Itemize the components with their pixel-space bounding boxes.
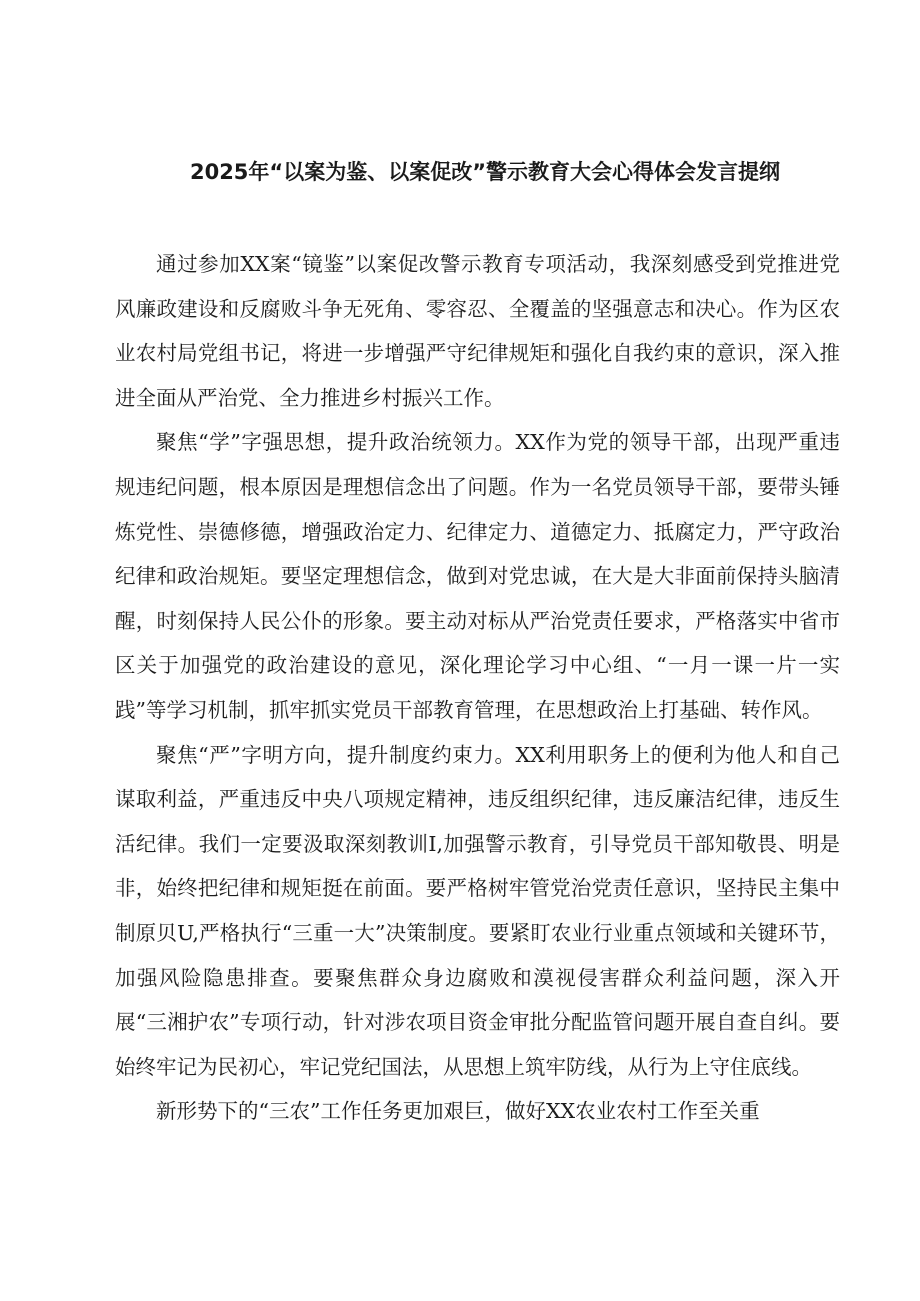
paragraph-strict: 聚焦“严”字明方向，提升制度约束力。XX利用职务上的便利为他人和自己谋取利益，严重违反中央八项规定精神，违反组织纪律，违反廉洁纪律，违反生活纪律。我们一定要汲取深刻教训I,加强警示教育，引导党员干部知敬畏、明是非，始终把纪律和规矩挺在前面。要严格树牢管党治党责任意识，坚持民主集中制原贝U,严格执行“三重一大”决策制度。要紧盯农业行业重点领域和关键环节，加强风险隐患排查。要聚焦群众身边腐败和漠视侵害群众利益问题，深入开展“三湘护农”专项行动，针对涉农项目资金审批分配监管问题开展自查自纠。要始终牢记为民初心，牢记党纪国法，从思想上筑牢防线，从行为上守住底线。	[115, 742, 840, 1079]
paragraph-study: 聚焦“学”字强思想，提升政治统领力。XX作为党的领导干部，出现严重违规违纪问题，根本原因是理想信念出了问题。作为一名党员领导干部，要带头锤炼党性、崇德修德，增强政治定力、纪律定力、道德定力、抵腐定力，严守政治纪律和政治规矩。要坚定理想信念，做到对党忠诚，在大是大非面前保持头脑清醒，时刻保持人民公仆的形象。要主动对标从严治党责任要求，严格落实中省市区关于加强党的政治建设的意见，深化理论学习中心组、“一月一课一片一实践”等学习机制，抓牢抓实党员干部教育管理，在思想政治上打基础、转作风。	[115, 430, 840, 722]
document-title: 2025年“以案为鉴、以案促改”警示教育大会心得体会发言提纲	[189, 160, 781, 184]
paragraph-intro: 通过参加XX案“镜鉴”以案促改警示教育专项活动，我深刻感受到党推进党风廉政建设和反腐败斗争无死角、零容忍、全覆盖的坚强意志和决心。作为区农业农村局党组书记，将进一步增强严守纪律规矩和强化自我约束的意识，深入推进全面从严治党、全力推进乡村振兴工作。	[115, 252, 840, 410]
paragraph-rural: 新形势下的“三农”工作任务更加艰巨，做好XX农业农村工作至关重	[156, 1099, 760, 1124]
document-body	[115, 242, 840, 1134]
